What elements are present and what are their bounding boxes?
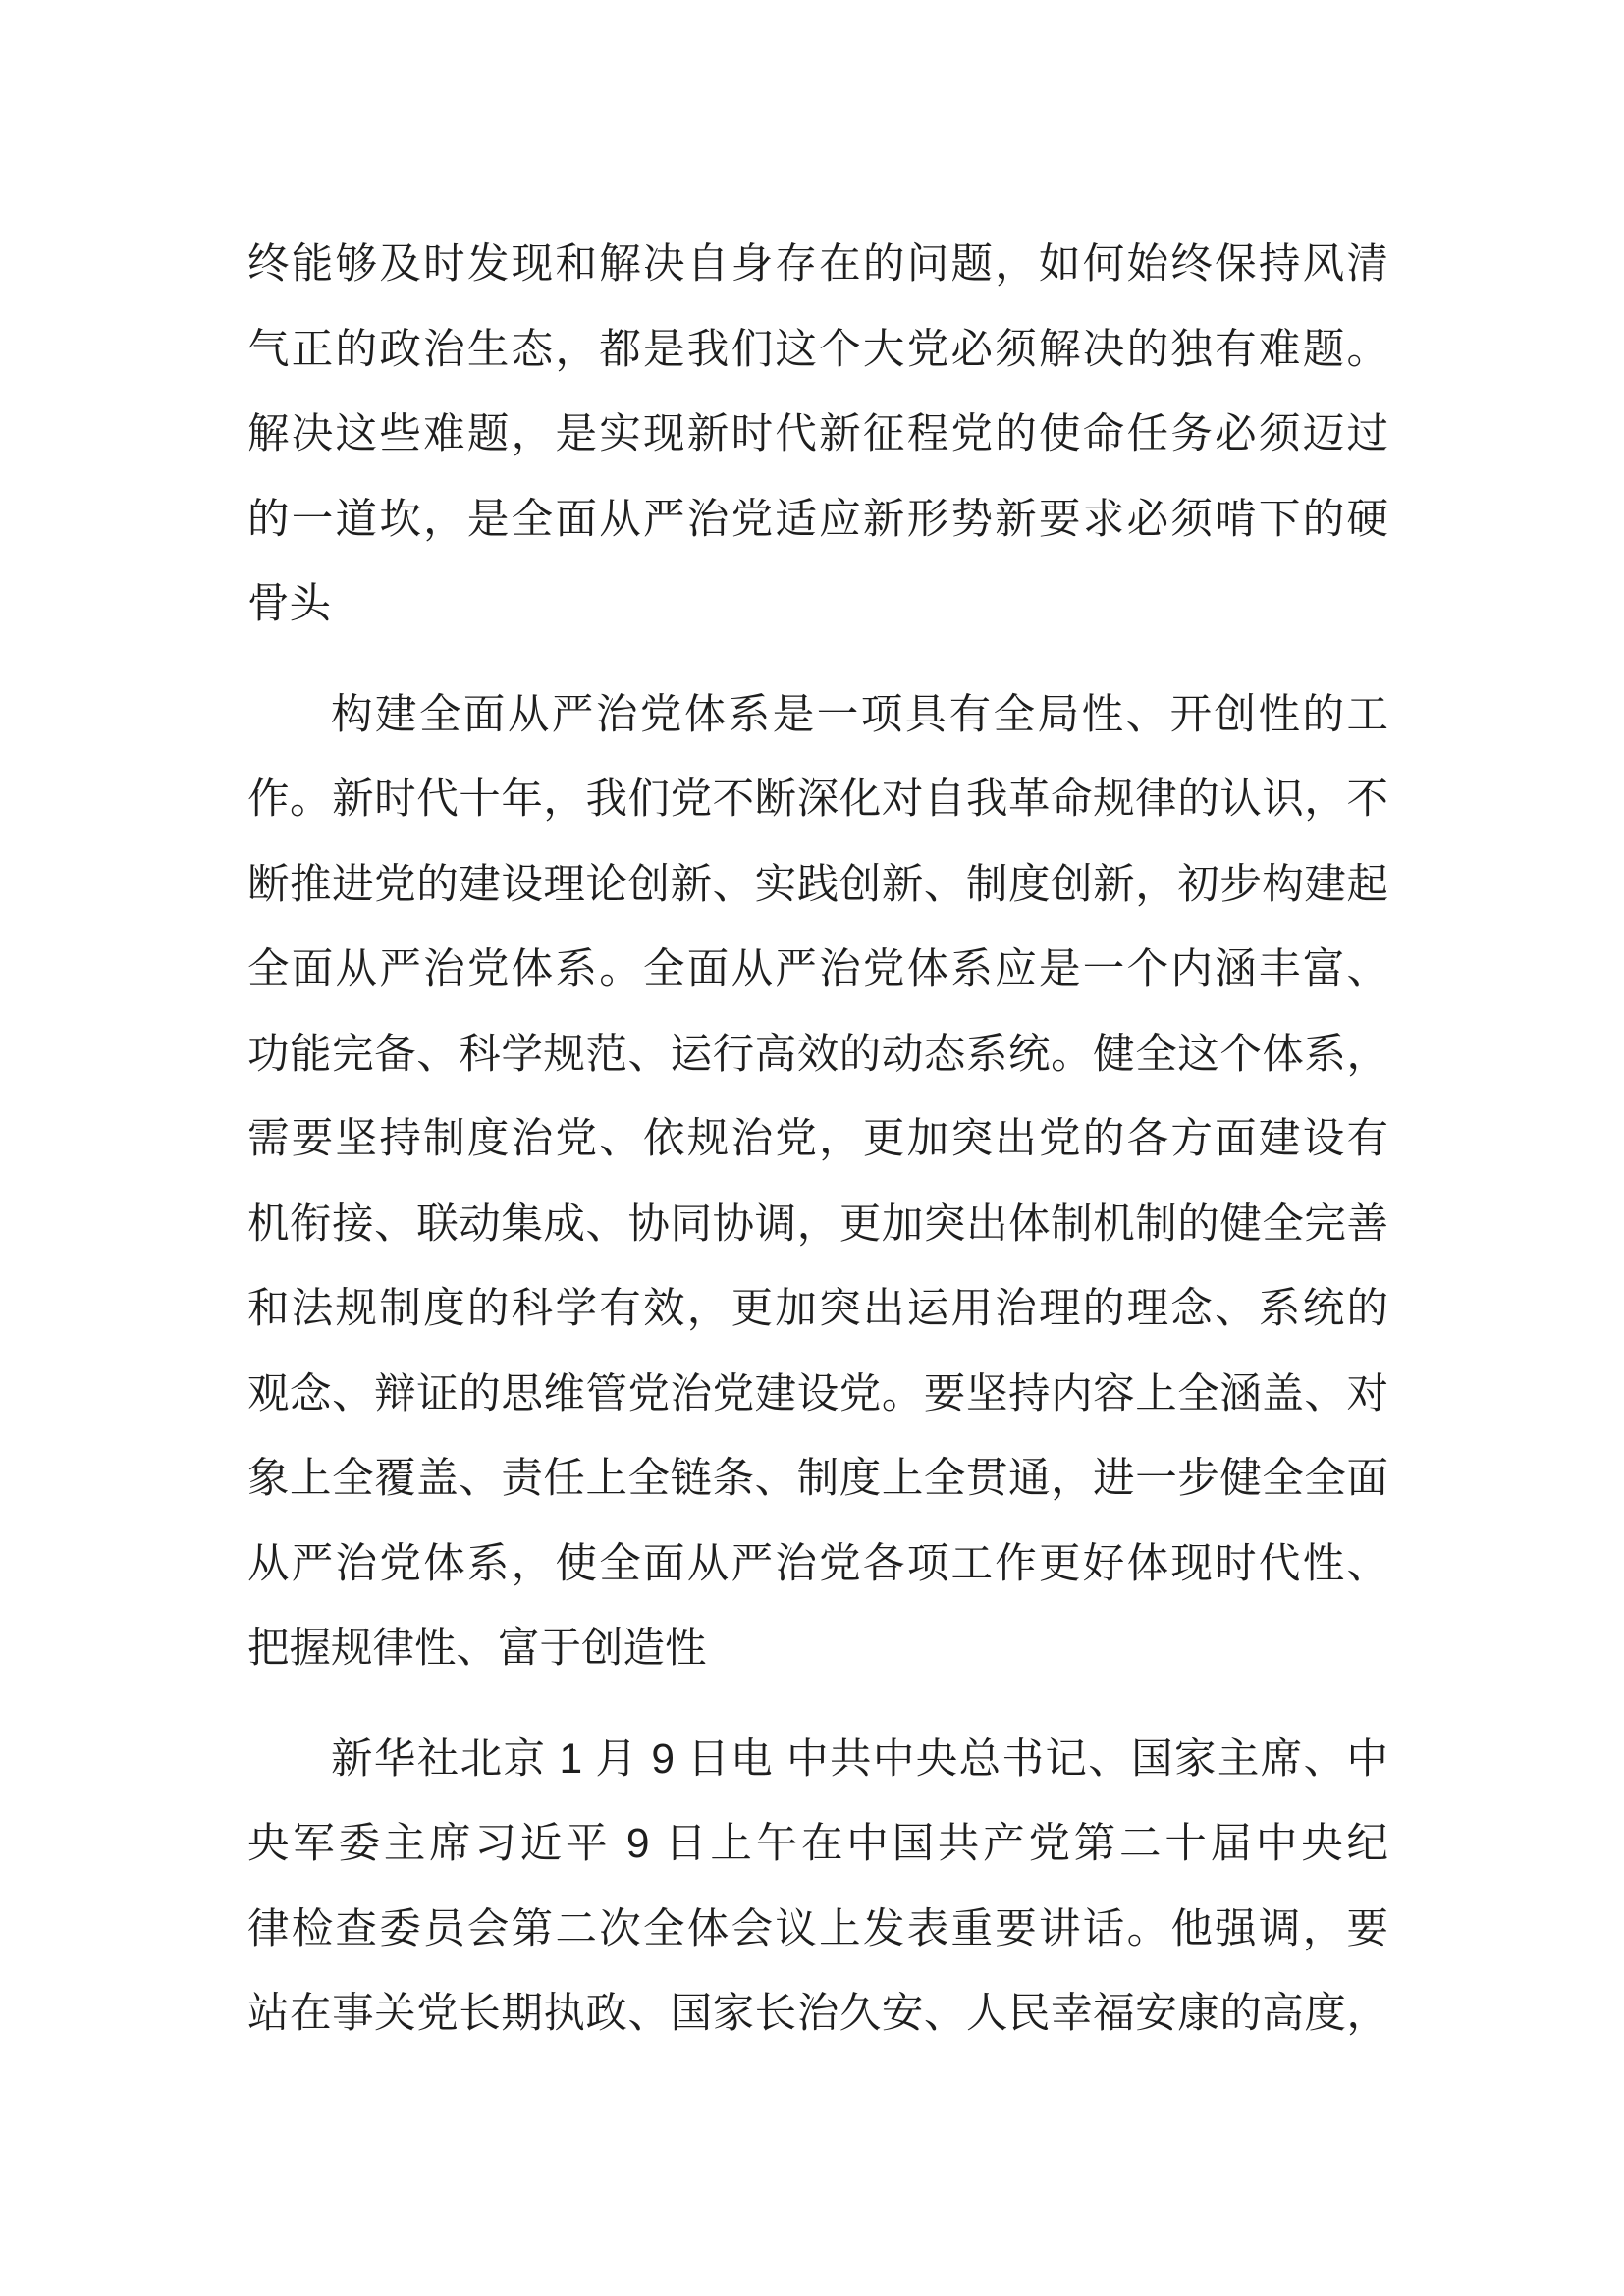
paragraph-1 [247,223,1388,648]
text-line: 需要坚持制度治党、依规治党，更加突出党的各方面建设有 [247,1116,1388,1162]
text-line: 律检查委员会第二次全体会议上发表重要讲话。他强调，要 [247,1905,1388,1952]
text-line: 全面从严治党体系。全面从严治党体系应是一个内涵丰富、 [247,946,1388,992]
text-line: 央军委主席习近平 9 日上午在中国共产党第二十届中央纪 [247,1821,1388,1867]
text-line: 站在事关党长期执政、国家长治久安、人民幸福安康的高度， [247,1991,1388,2037]
text-line: 骨头 [247,581,332,627]
text-line: 功能完备、科学规范、运行高效的动态系统。健全这个体系， [247,1031,1388,1078]
text-line: 断推进党的建设理论创新、实践创新、制度创新，初步构建起 [247,861,1388,908]
text-line: 从严治党体系，使全面从严治党各项工作更好体现时代性、 [247,1540,1388,1587]
text-line: 新华社北京 1 月 9 日电 中共中央总书记、国家主席、中 [331,1735,1388,1783]
text-line: 机衔接、联动集成、协同协调，更加突出体制机制的健全完善 [247,1201,1388,1248]
paragraph-3 [247,1718,1388,2057]
text-line: 作。新时代十年，我们党不断深化对自我革命规律的认识，不 [247,776,1388,823]
text-line: 气正的政治生态，都是我们这个大党必须解决的独有难题。 [247,326,1388,373]
text-line: 象上全覆盖、责任上全链条、制度上全贯通，进一步健全全面 [247,1456,1388,1502]
text-line: 终能够及时发现和解决自身存在的问题，如何始终保持风清 [247,241,1388,288]
document-body [247,223,1388,2057]
text-line: 把握规律性、富于创造性 [247,1626,707,1672]
text-line: 的一道坎，是全面从严治党适应新形势新要求必须啃下的硬 [247,496,1388,543]
text-line: 构建全面从严治党体系是一项具有全局性、开创性的工 [331,691,1388,738]
text-line: 解决这些难题，是实现新时代新征程党的使命任务必须迈过 [247,411,1388,457]
paragraph-2 [247,673,1388,1692]
text-line: 观念、辩证的思维管党治党建设党。要坚持内容上全涵盖、对 [247,1370,1388,1417]
text-line: 和法规制度的科学有效，更加突出运用治理的理念、系统的 [247,1286,1388,1332]
